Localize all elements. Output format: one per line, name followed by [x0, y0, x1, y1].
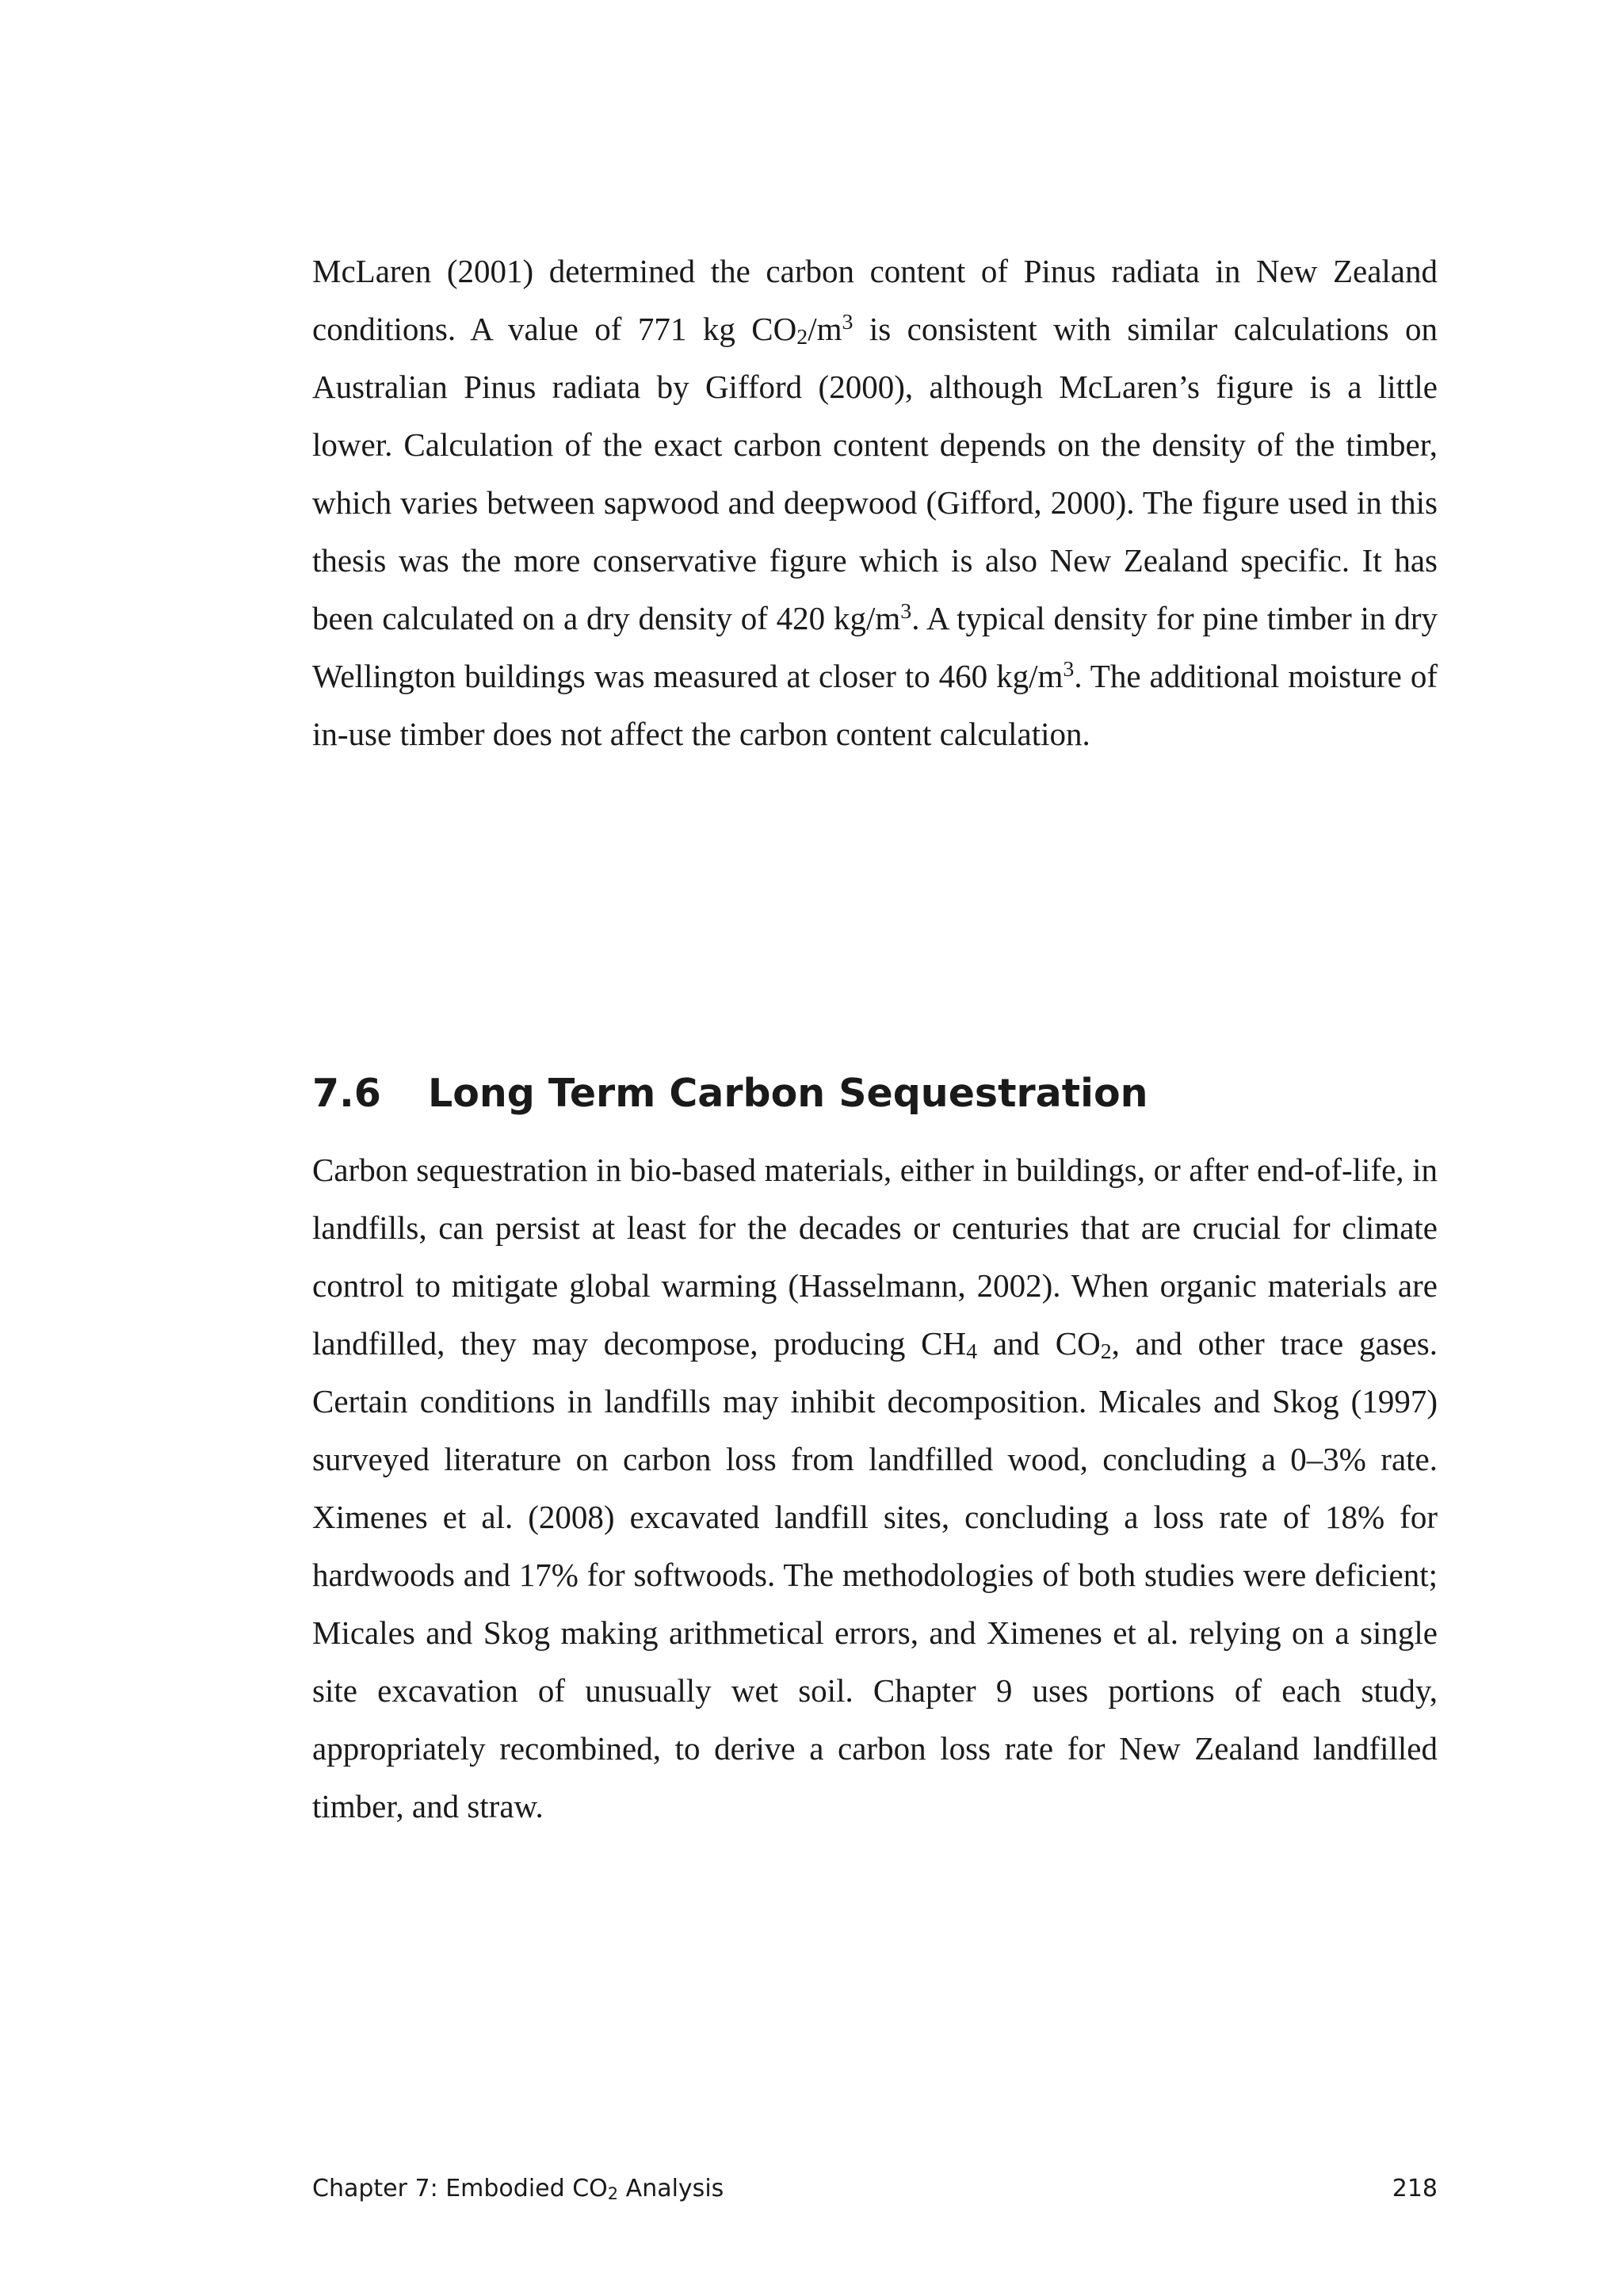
text-run: Chapter 7: Embodied CO: [312, 2175, 608, 2202]
text-run: McLaren (2001) determined the carbon content of Pinus radiata in New Zealand conditions. A value of 771 kg CO: [312, 253, 1438, 347]
superscript: 3: [900, 599, 912, 625]
text-run: , and other trace gases. Certain conditions in landfills may inhibit decomposition. Micales and Skog (1997) surveyed literature on carbon loss from landfilled wood, concluding a 0–3% rate. Ximenes et al. (2008) excavated landfill sites, concluding a loss rate of 18% for hardwoods and 17% for softwoods. The methodologies of both studies were deficient; Micales and Skog making arithmetical errors, and Ximenes et al. relying on a single site excavation of unusually wet soil. Chapter 9 uses portions of each study, appropriately recombined, to derive a carbon loss rate for New Zealand landfilled timber, and straw.: [312, 1325, 1438, 1824]
footer-chapter: [312, 2175, 724, 2203]
paragraph-carbon-content: [312, 243, 1438, 763]
superscript: 3: [842, 310, 854, 335]
text-run: is consistent with similar calculations on Australian Pinus radiata by Gifford (2000), although McLaren’s figure is a little lower. Calculation of the exact carbon content depends on the density of the timber, which varies between sapwood and deepwood (Gifford, 2000). The figure used in this thesis was the more conservative figure which is also New Zealand specific. It has been calculated on a dry density of 420 kg/m: [312, 311, 1438, 636]
text-run: and CO: [977, 1325, 1101, 1362]
subscript: 2: [796, 325, 808, 350]
subscript: 4: [966, 1339, 978, 1365]
subscript: 2: [607, 2183, 619, 2203]
section-number: 7.6: [312, 1071, 381, 1116]
text-run: Analysis: [618, 2175, 724, 2202]
text-run: . The additional moisture of in-use timber does not affect the carbon content calculation.: [312, 658, 1438, 752]
superscript: 3: [1063, 657, 1075, 682]
section-title: Long Term Carbon Sequestration: [428, 1071, 1148, 1116]
section-heading: [312, 1070, 1438, 1117]
paragraph-sequestration: [312, 1141, 1438, 1836]
page-footer: [312, 2175, 1438, 2203]
text-run: /m: [808, 311, 842, 347]
page-number: 218: [1392, 2175, 1438, 2202]
subscript: 2: [1100, 1339, 1112, 1365]
page-body: [312, 243, 1438, 1824]
text-run: . A typical density for pine timber in dry Wellington buildings was measured at closer to 460 kg/m: [312, 600, 1438, 694]
text-run: Carbon sequestration in bio-based materials, either in buildings, or after end-of-life, in landfills, can persist at least for the decades or centuries that are crucial for climate control to mitigate global warming (Hasselmann, 2002). When organic materials are landfilled, they may decompose, producing CH: [312, 1152, 1438, 1362]
